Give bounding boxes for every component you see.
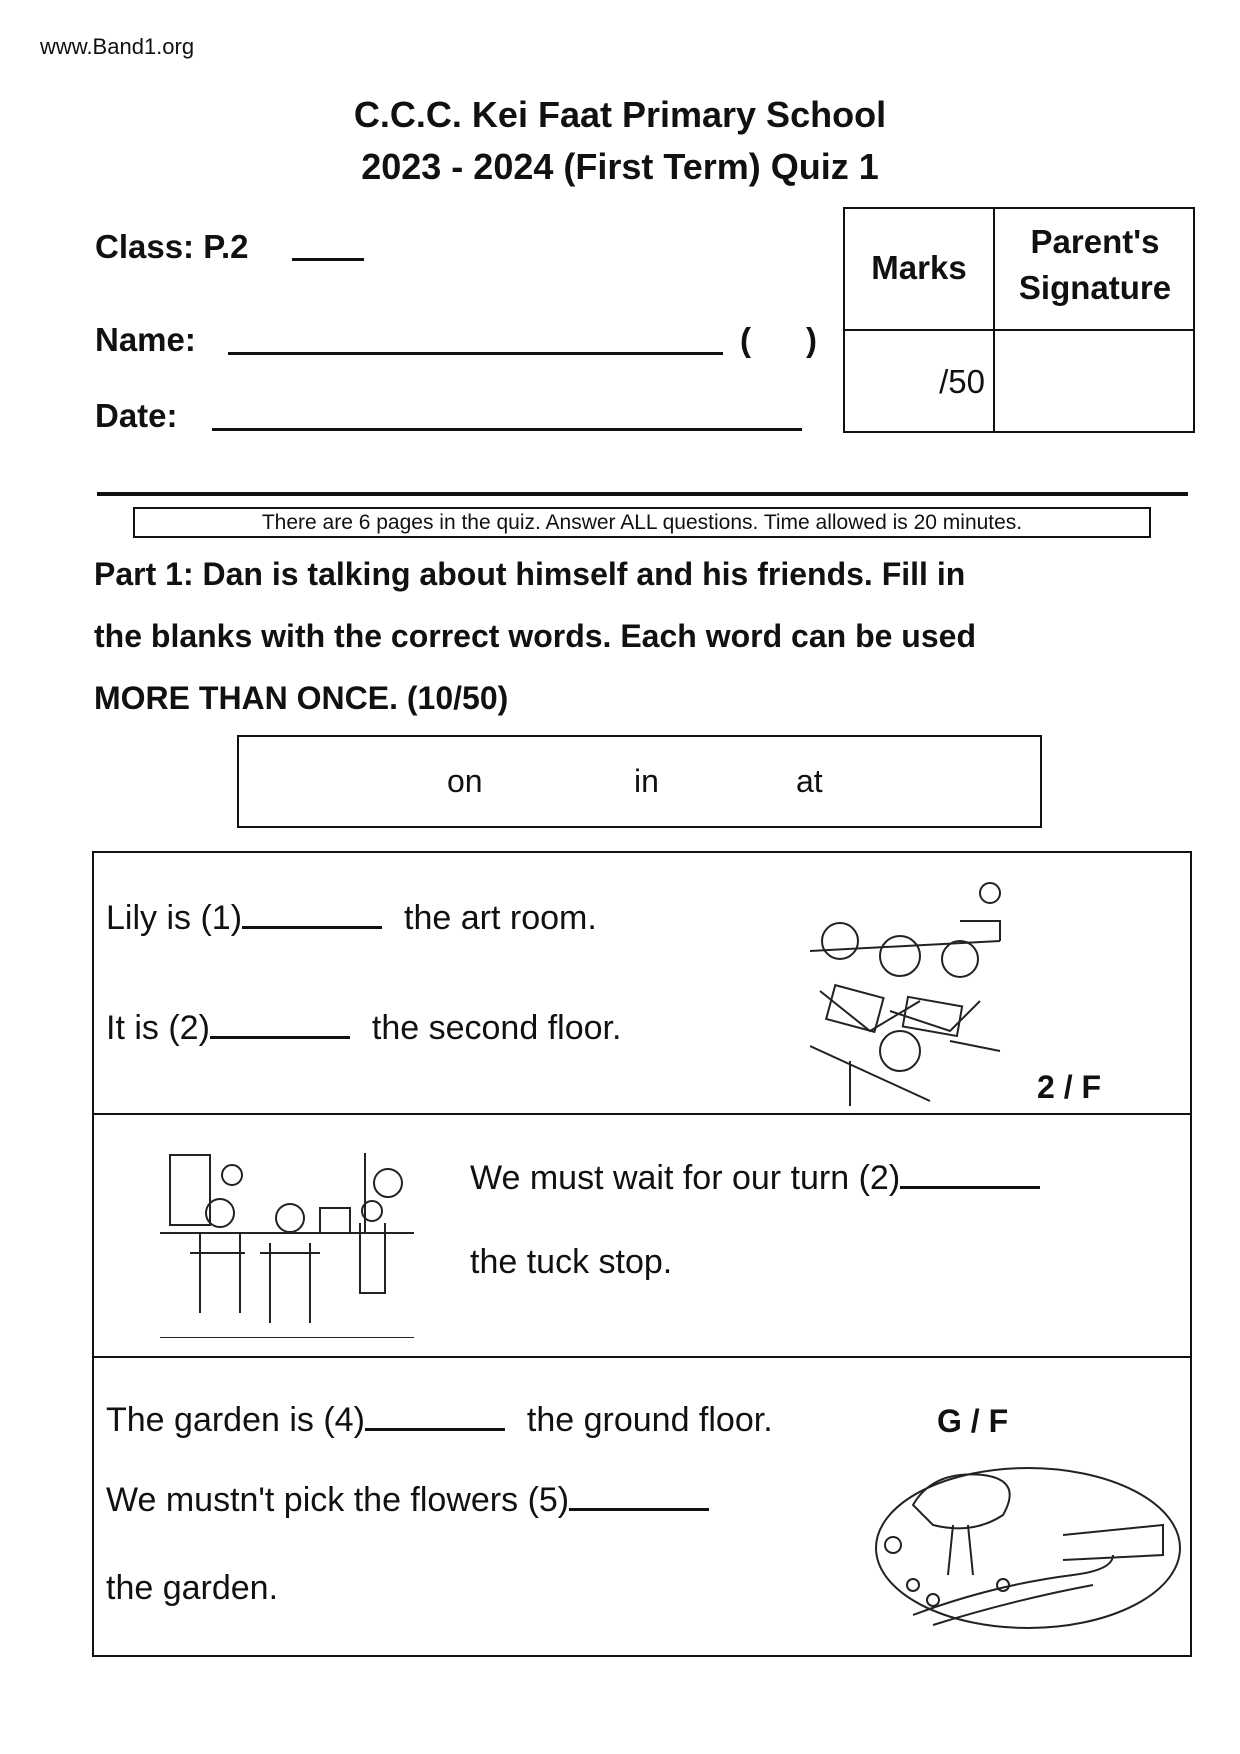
questions-box: [92, 851, 1192, 1657]
tuck-shop-illustration: [160, 1153, 414, 1338]
floor-label-2f: 2 / F: [1037, 1069, 1102, 1105]
class-blank[interactable]: [292, 258, 364, 261]
answer-3-blank[interactable]: [900, 1185, 1040, 1189]
class-number-open: (: [740, 321, 751, 358]
question-3-line2: the tuck stop.: [470, 1243, 673, 1281]
question-1: Lily is (1) the art room.: [106, 899, 597, 937]
garden-illustration: [873, 1465, 1183, 1631]
art-room-illustration: [810, 881, 1022, 1106]
word-on: on: [447, 763, 483, 799]
part1-instructions-line1: Part 1: Dan is talking about himself and his friends. Fill in: [94, 556, 966, 592]
marks-total: /50: [939, 363, 985, 400]
class-number-close: ): [806, 321, 817, 358]
question-5-line2: the garden.: [106, 1569, 279, 1607]
quiz-title: 2023 - 2024 (First Term) Quiz 1: [361, 146, 879, 187]
class-label: Class: P.2: [95, 228, 249, 265]
marks-header: Marks: [871, 249, 967, 286]
watermark: www.Band1.org: [40, 34, 195, 59]
signature-field[interactable]: [995, 331, 1193, 431]
floor-label-gf: G / F: [937, 1403, 1009, 1439]
date-blank[interactable]: [212, 428, 802, 431]
name-blank[interactable]: [228, 352, 723, 355]
marks-table: [843, 207, 1195, 433]
school-name: C.C.C. Kei Faat Primary School: [353, 94, 887, 135]
word-at: at: [796, 763, 823, 799]
answer-1-blank[interactable]: [242, 925, 382, 929]
answer-2-blank[interactable]: [210, 1035, 350, 1039]
part1-instructions-line2: the blanks with the correct words. Each word can be used: [94, 618, 976, 654]
word-bank: [237, 735, 1042, 828]
word-in: in: [634, 763, 659, 799]
divider: [97, 492, 1188, 496]
question-3: We must wait for our turn (2): [470, 1159, 1062, 1198]
question-5: We mustn't pick the flowers (5): [106, 1481, 731, 1520]
question-4: The garden is (4) the ground floor.: [106, 1401, 773, 1439]
part1-instructions-line3: MORE THAN ONCE. (10/50): [94, 680, 509, 716]
answer-5-blank[interactable]: [569, 1507, 709, 1511]
answer-4-blank[interactable]: [365, 1427, 505, 1431]
question-2: It is (2) the second floor.: [106, 1009, 622, 1047]
name-label: Name:: [95, 321, 196, 358]
notice: There are 6 pages in the quiz. Answer ALL questions. Time allowed is 20 minutes.: [133, 507, 1151, 538]
signature-header: Parent's Signature: [1018, 223, 1172, 307]
date-label: Date:: [95, 397, 178, 434]
